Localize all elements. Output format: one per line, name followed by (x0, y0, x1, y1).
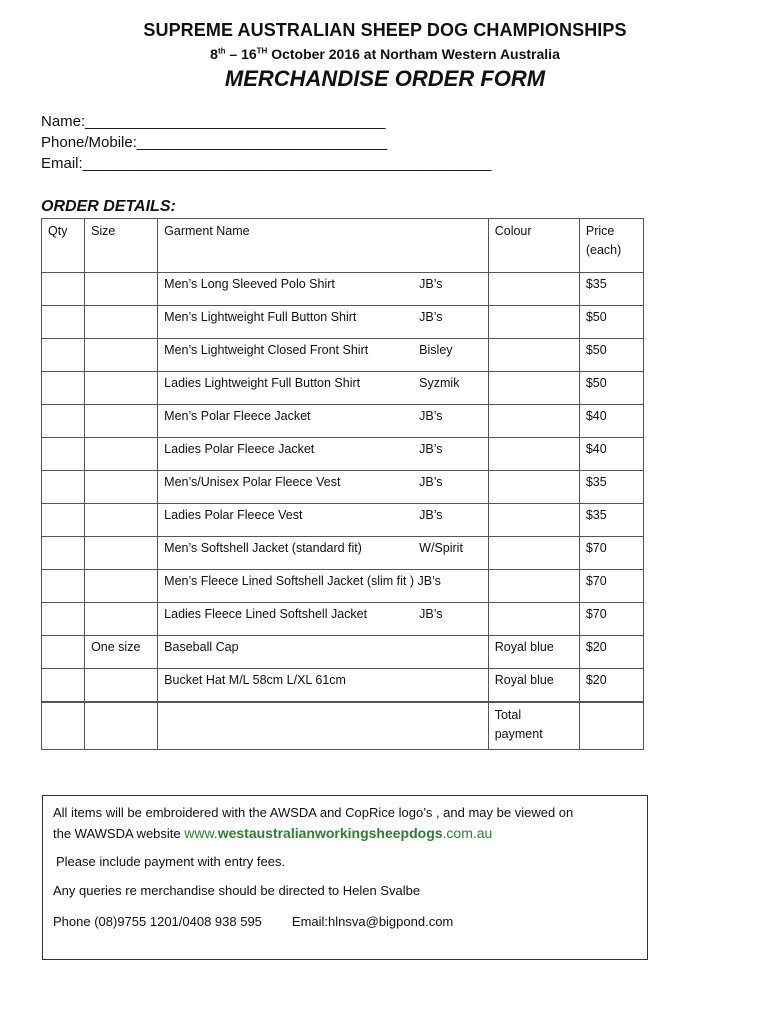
event-date-location (0, 46, 770, 62)
garment-brand: JB’s (419, 277, 443, 291)
size-cell (85, 471, 158, 504)
colour-cell: Royal blue (488, 636, 579, 669)
price-cell: $20 (579, 669, 643, 702)
table-row (42, 306, 644, 339)
garment-cell (158, 504, 489, 537)
qty-cell[interactable] (42, 372, 85, 405)
website-line (53, 823, 637, 844)
qty-cell[interactable] (42, 438, 85, 471)
size-cell (85, 372, 158, 405)
garment-brand: Syzmik (419, 376, 460, 390)
order-rows (42, 273, 644, 702)
size-cell (85, 306, 158, 339)
garment-name: Bucket Hat M/L 58cm L/XL 61cm (164, 673, 346, 687)
total-size-cell (85, 702, 158, 750)
garment-cell (158, 273, 489, 306)
colour-cell (488, 405, 579, 438)
colour-cell (488, 438, 579, 471)
qty-cell[interactable] (42, 504, 85, 537)
qty-cell[interactable] (42, 570, 85, 603)
qty-cell[interactable] (42, 537, 85, 570)
price-cell: $40 (579, 438, 643, 471)
garment-name: Baseball Cap (164, 640, 239, 654)
price-column-header (579, 219, 643, 273)
qty-column-header: Qty (42, 219, 85, 273)
info-box (42, 795, 648, 960)
queries-note: Any queries re merchandise should be directed to Helen Svalbe (53, 883, 421, 898)
garment-brand: JB’s (419, 508, 443, 522)
table-row (42, 537, 644, 570)
garment-name: Men’s Long Sleeved Polo Shirt (164, 277, 335, 291)
garment-cell (158, 669, 489, 702)
contact-line (53, 914, 637, 929)
date-start-suffix: th (217, 46, 226, 56)
event-title: SUPREME AUSTRALIAN SHEEP DOG CHAMPIONSHIPS (143, 20, 627, 40)
price-cell: $70 (579, 537, 643, 570)
price-cell: $50 (579, 372, 643, 405)
garment-name: Men’s Lightweight Closed Front Shirt (164, 343, 369, 357)
price-cell: $40 (579, 405, 643, 438)
garment-brand: JB’s (419, 310, 443, 324)
date-start: 8 (210, 46, 218, 62)
garment-name: Ladies Lightweight Full Button Shirt (164, 376, 361, 390)
price-cell: $35 (579, 273, 643, 306)
garment-name: Ladies Polar Fleece Vest (164, 508, 303, 522)
garment-cell (158, 339, 489, 372)
table-row (42, 669, 644, 702)
size-cell (85, 438, 158, 471)
colour-cell (488, 504, 579, 537)
garment-brand: JB’s (419, 442, 443, 456)
garment-cell (158, 372, 489, 405)
garment-cell (158, 471, 489, 504)
total-row (42, 702, 644, 750)
garment-name: Men’s Polar Fleece Jacket (164, 409, 311, 423)
size-cell (85, 273, 158, 306)
size-cell (85, 504, 158, 537)
garment-cell (158, 405, 489, 438)
table-row (42, 372, 644, 405)
garment-brand: Bisley (419, 343, 453, 357)
price-cell: $50 (579, 339, 643, 372)
size-cell (85, 603, 158, 636)
total-label-line2: payment (494, 726, 543, 741)
garment-name: Men’s Lightweight Full Button Shirt (164, 310, 357, 324)
phone-field[interactable]: Phone/Mobile:______________________________ (41, 134, 388, 151)
garment-cell (158, 570, 489, 603)
total-payment-label (488, 702, 579, 750)
website-domain: westaustralianworkingsheepdogs (217, 825, 443, 841)
table-row (42, 504, 644, 537)
table-row (42, 471, 644, 504)
table-row (42, 603, 644, 636)
table-header-row (42, 219, 644, 273)
table-row (42, 636, 644, 669)
price-header-line2: (each) (585, 243, 622, 257)
name-field[interactable]: Name:____________________________________ (41, 113, 386, 130)
total-qty-cell[interactable] (42, 702, 85, 750)
colour-column-header: Colour (488, 219, 579, 273)
qty-cell[interactable] (42, 669, 85, 702)
total-garment-cell (158, 702, 489, 750)
garment-name: Men’s Fleece Lined Softshell Jacket (slim fit ) JB’s (164, 574, 441, 588)
colour-cell (488, 339, 579, 372)
garment-cell (158, 603, 489, 636)
colour-cell: Royal blue (488, 669, 579, 702)
garment-name: Ladies Fleece Lined Softshell Jacket (164, 607, 368, 621)
price-cell: $20 (579, 636, 643, 669)
total-payment-cell[interactable] (579, 702, 643, 750)
website-tld: .com.au (442, 825, 493, 841)
garment-name: Ladies Polar Fleece Jacket (164, 442, 315, 456)
garment-brand: W/Spirit (419, 541, 463, 555)
price-cell: $50 (579, 306, 643, 339)
colour-cell (488, 273, 579, 306)
colour-cell (488, 537, 579, 570)
size-cell (85, 339, 158, 372)
order-table (41, 218, 644, 750)
order-details-heading: ORDER DETAILS: (41, 198, 176, 215)
garment-cell (158, 636, 489, 669)
size-cell (85, 405, 158, 438)
size-cell: One size (85, 636, 158, 669)
garment-brand: JB’s (419, 607, 443, 621)
price-cell: $35 (579, 504, 643, 537)
total-label-line1: Total (494, 707, 522, 722)
table-row (42, 405, 644, 438)
size-cell (85, 669, 158, 702)
colour-cell (488, 372, 579, 405)
garment-brand: JB’s (419, 475, 443, 489)
table-row (42, 339, 644, 372)
size-column-header: Size (85, 219, 158, 273)
table-row (42, 570, 644, 603)
qty-cell[interactable] (42, 339, 85, 372)
size-cell (85, 570, 158, 603)
qty-cell[interactable] (42, 603, 85, 636)
qty-cell[interactable] (42, 471, 85, 504)
price-cell: $35 (579, 471, 643, 504)
contact-email[interactable]: Email:hlnsva@bigpond.com (291, 914, 454, 929)
qty-cell[interactable] (42, 306, 85, 339)
embroidery-note: All items will be embroidered with the AWSDA and CopRice logo’s , and may be viewed on (53, 805, 574, 820)
garment-column-header: Garment Name (158, 219, 489, 273)
colour-cell (488, 471, 579, 504)
colour-cell (488, 570, 579, 603)
payment-note: Please include payment with entry fees. (56, 854, 286, 869)
colour-cell (488, 603, 579, 636)
table-row (42, 438, 644, 471)
date-dash: – 16 (225, 46, 257, 62)
email-field[interactable]: Email:_________________________________________________ (41, 155, 492, 172)
website-link[interactable] (184, 825, 492, 841)
garment-cell (158, 438, 489, 471)
qty-cell[interactable] (42, 273, 85, 306)
price-cell: $70 (579, 570, 643, 603)
size-cell (85, 537, 158, 570)
garment-name: Men’s/Unisex Polar Fleece Vest (164, 475, 341, 489)
website-prefix: the WAWSDA website (53, 826, 185, 841)
garment-cell (158, 537, 489, 570)
garment-cell (158, 306, 489, 339)
date-end-suffix: TH (256, 46, 268, 56)
qty-cell[interactable] (42, 405, 85, 438)
contact-phone: Phone (08)9755 1201/0408 938 595 (53, 914, 262, 929)
price-header-line1: Price (585, 224, 615, 238)
garment-name: Men’s Softshell Jacket (standard fit) (164, 541, 362, 555)
date-rest: October 2016 at Northam Western Australia (267, 46, 560, 62)
website-www: www. (184, 825, 218, 841)
form-title: MERCHANDISE ORDER FORM (224, 66, 546, 91)
table-row (42, 273, 644, 306)
garment-brand: JB’s (419, 409, 443, 423)
colour-cell (488, 306, 579, 339)
price-cell: $70 (579, 603, 643, 636)
qty-cell[interactable] (42, 636, 85, 669)
